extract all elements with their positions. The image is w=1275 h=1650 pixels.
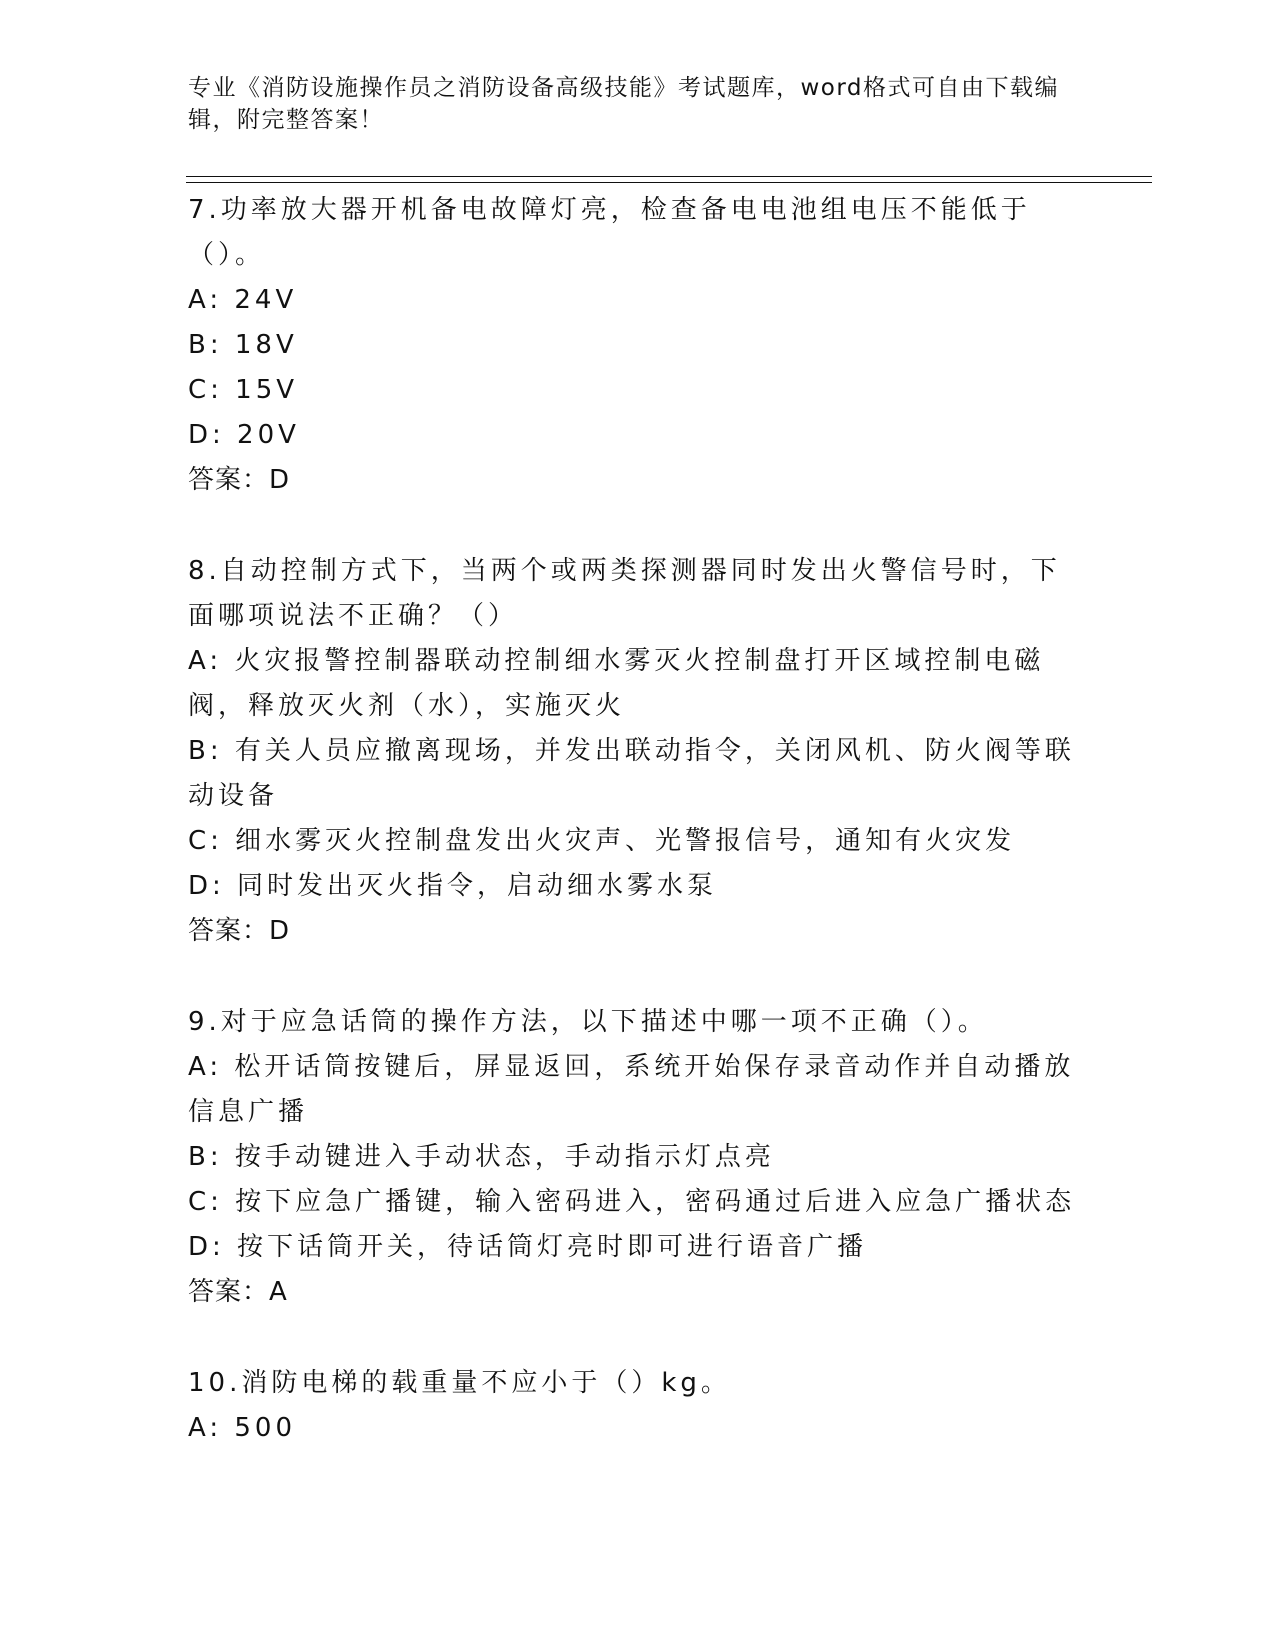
question-list: [188, 188, 1088, 1451]
option-c: C: 按下应急广播键，输入密码进入，密码通过后进入应急广播状态: [188, 1187, 1076, 1217]
question-spacer: [188, 954, 1088, 1000]
document-header: 专业《消防设施操作员之消防设备高级技能》考试题库，word格式可自由下载编辑，附完整答案！: [188, 75, 1060, 133]
option-d: D: 同时发出灭火指令，启动细水雾水泵: [188, 871, 718, 901]
question-stem: 8.自动控制方式下，当两个或两类探测器同时发出火警信号时，下面哪项说法不正确？（）: [188, 556, 1061, 631]
option-c: C: 15V: [188, 375, 299, 405]
question-spacer: [188, 503, 1088, 549]
question-stem: 9.对于应急话筒的操作方法，以下描述中哪一项不正确（）。: [188, 1007, 988, 1037]
option-d: D: 20V: [188, 420, 300, 450]
question-9: [188, 1000, 1088, 1315]
answer-line: 答案：D: [188, 465, 291, 495]
option-b: B: 18V: [188, 330, 298, 360]
answer-line: 答案：D: [188, 916, 291, 946]
option-a: A: 火灾报警控制器联动控制细水雾灭火控制盘打开区域控制电磁阀，释放灭火剂（水），实施灭火: [188, 646, 1045, 721]
option-d: D: 按下话筒开关，待话筒灯亮时即可进行语音广播: [188, 1232, 868, 1262]
question-7: [188, 188, 1088, 503]
option-a: A: 500: [188, 1413, 296, 1443]
question-stem: 10.消防电梯的载重量不应小于（）kg。: [188, 1368, 731, 1398]
option-b: B: 按手动键进入手动状态，手动指示灯点亮: [188, 1142, 775, 1172]
question-stem: 7.功率放大器开机备电故障灯亮，检查备电电池组电压不能低于（）。: [188, 195, 1031, 270]
question-8: [188, 549, 1088, 954]
answer-line: 答案：A: [188, 1277, 288, 1307]
option-c: C: 细水雾灭火控制盘发出火灾声、光警报信号，通知有火灾发: [188, 826, 1016, 856]
option-b: B: 有关人员应撤离现场，并发出联动指令，关闭风机、防火阀等联动设备: [188, 736, 1075, 811]
question-spacer: [188, 1315, 1088, 1361]
header-rule-bottom: [186, 182, 1152, 183]
header-rule-top: [186, 176, 1152, 177]
option-a: A: 24V: [188, 285, 298, 315]
question-10: [188, 1361, 1088, 1451]
option-a: A: 松开话筒按键后，屏显返回，系统开始保存录音动作并自动播放信息广播: [188, 1052, 1075, 1127]
